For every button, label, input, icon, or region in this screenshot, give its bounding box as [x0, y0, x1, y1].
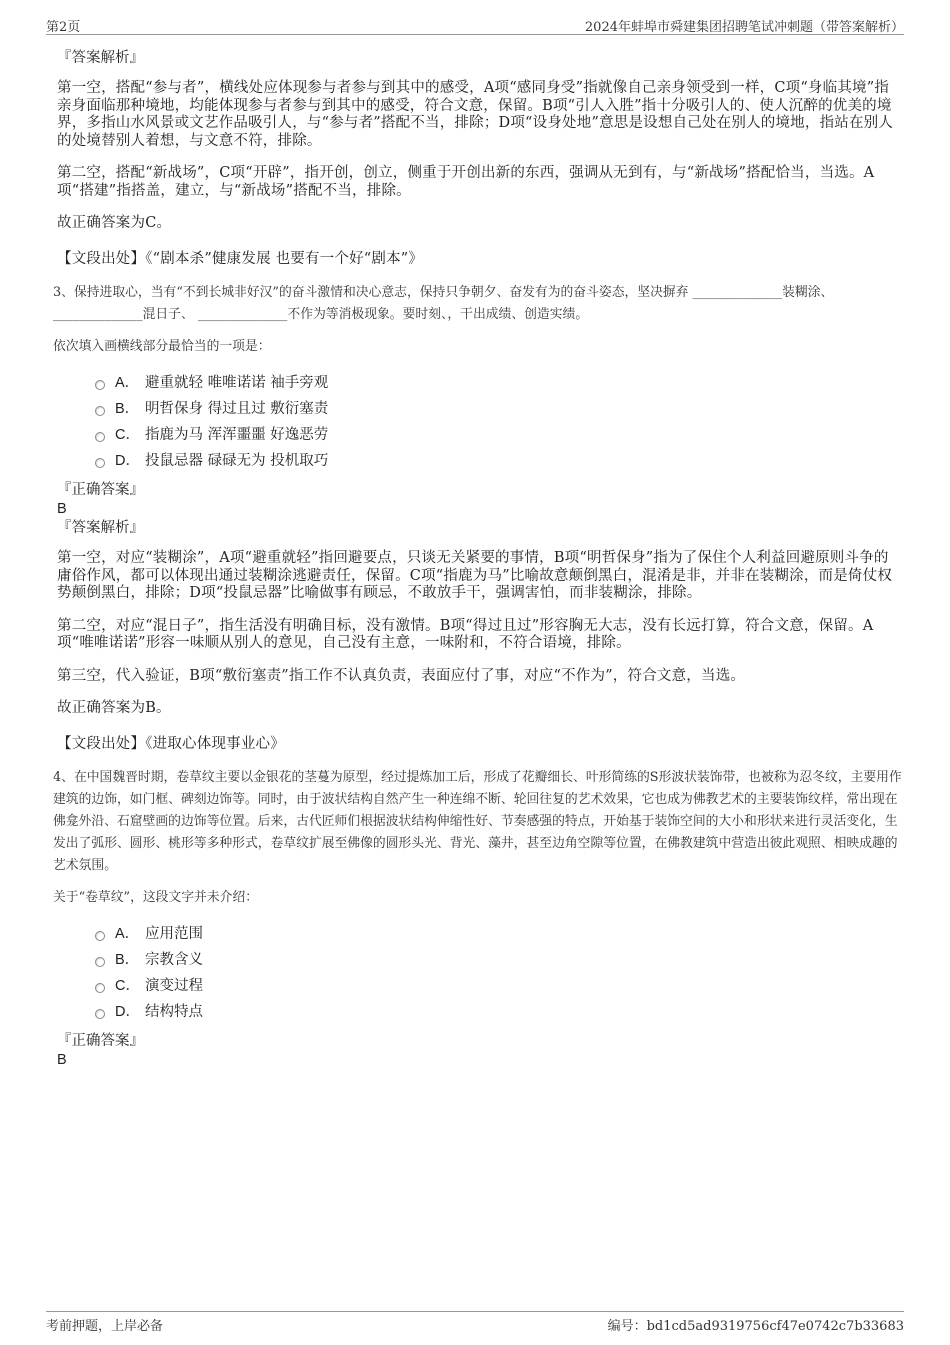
question-prompt: 关于“卷草纹”，这段文字并未介绍：: [53, 890, 259, 905]
page-footer: [46, 1311, 904, 1336]
radio-icon[interactable]: [95, 983, 105, 993]
question-stem: 4、在中国魏晋时期，卷草纹主要以金银花的茎蔓为原型，经过提炼加工后，形成了花瓣细长、叶形简练的S形波状装饰带，也被称为忍冬纹，主要用作建筑的边饰，如门框、碑刻边饰等。同时，由于波状结构自然产生一种连绵不断、轮回往复的艺术效果，它也成为佛教艺术的主要装饰纹样，常出现在佛龛外沿、石窟壁画的边饰等位置。后来，古代匠师们根据波状结构伸缩性好、节奏感强的特点，开始基于装饰空间的大小和形状来进行灵活变化，生发出了弧形、圆形、桃形等多种形式，卷草纹扩展至佛像的圆形头光、背光、藻井，甚至边角空隙等位置，在佛教建筑中营造出彼此观照、相映成趣的艺术氛围。: [53, 770, 902, 873]
page-number: 第2页: [46, 20, 81, 35]
document-body: [53, 48, 903, 1069]
answer-conclusion: 故正确答案为C。: [57, 215, 172, 231]
analysis-paragraph: 第二空，对应“混日子”，指生活没有明确目标，没有激情。B项“得过且过”形容胸无大志，没有长远打算，符合文意，保留。A项“唯唯诺诺”形容一味顺从别人的意见，自己没有主意，一味附和，不符合语境，排除。: [57, 617, 874, 651]
document-title: 2024年蚌埠市舜建集团招聘笔试冲刺题（带答案解析）: [584, 20, 904, 35]
page-header: [46, 14, 904, 35]
radio-icon[interactable]: [95, 931, 105, 941]
option-b[interactable]: B． 明哲保身 得过且过 敷衍塞责: [95, 396, 903, 422]
question-stem: 3、保持进取心，当有“不到长城非好汉”的奋斗激情和决心意志，保持只争朝夕、奋发有为的奋斗姿态，坚决摒弃 ______________装糊涂、______________混日子、 ______________不作为等消极现象。要时刻、，干出成绩、创造实绩。: [53, 285, 834, 322]
analysis-paragraph: 第二空，搭配“新战场”，C项“开辟”，指开创，创立，侧重于开创出新的东西，强调从无到有，与“新战场”搭配恰当，当选。A项“搭建”指搭盖，建立，与“新战场”搭配不当，排除。: [57, 165, 875, 199]
radio-icon[interactable]: [95, 380, 105, 390]
analysis-label: 『答案解析』: [57, 50, 144, 66]
radio-icon[interactable]: [95, 1009, 105, 1019]
analysis-paragraph: 第一空，对应“装糊涂”，A项“避重就轻”指回避要点，只谈无关紧要的事情，B项“明哲保身”指为了保住个人利益回避原则斗争的庸俗作风，都可以体现出通过装糊涂逃避责任，保留。C项“指鹿为马”比喻故意颠倒黑白，混淆是非，并非在装糊涂，而是倚仗权势颠倒黑白，排除；D项“投鼠忌器”比喻做事有顾忌，不敢放手干，强调害怕，而非装糊涂，排除。: [57, 550, 893, 601]
option-b[interactable]: B． 宗教含义: [95, 947, 903, 973]
option-c[interactable]: C． 指鹿为马 浑浑噩噩 好逸恶劳: [95, 422, 903, 448]
option-list: [95, 370, 903, 474]
correct-answer: B: [57, 501, 67, 517]
document-id: 编号：bd1cd5ad9319756cf47e0742c7b33683: [607, 1319, 904, 1334]
option-a[interactable]: A． 避重就轻 唯唯诺诺 袖手旁观: [95, 370, 903, 396]
radio-icon[interactable]: [95, 458, 105, 468]
source-citation: 【文段出处】《“剧本杀”健康发展 也要有一个好“剧本”》: [57, 250, 424, 267]
correct-answer: B: [57, 1052, 67, 1068]
option-a[interactable]: A． 应用范围: [95, 921, 903, 947]
footer-slogan: 考前押题，上岸必备: [46, 1319, 164, 1334]
analysis-paragraph: 第一空，搭配“参与者”，横线处应体现参与者参与到其中的感受，A项“感同身受”指就像自己亲身领受到一样，C项“身临其境”指亲身面临那种境地，均能体现参与者参与到其中的感受，符合文意，保留。B项“引人入胜”指十分吸引人的、使人沉醉的优美的境界，多指山水风景或文艺作品吸引人，与“参与者”搭配不当，排除；D项“设身处地”意思是设想自己处在别人的境地，指站在别人的处境替别人着想，与文意不符，排除。: [57, 80, 894, 149]
option-d[interactable]: D． 结构特点: [95, 999, 903, 1025]
radio-icon[interactable]: [95, 957, 105, 967]
source-citation: 【文段出处】《进取心体现事业心》: [57, 735, 285, 752]
correct-answer-label: 『正确答案』: [57, 1033, 144, 1049]
radio-icon[interactable]: [95, 406, 105, 416]
option-d[interactable]: D． 投鼠忌器 碌碌无为 投机取巧: [95, 448, 903, 474]
analysis-paragraph: 第三空，代入验证，B项“敷衍塞责”指工作不认真负责，表面应付了事，对应“不作为”，符合文意，当选。: [57, 667, 746, 684]
radio-icon[interactable]: [95, 432, 105, 442]
correct-answer-label: 『正确答案』: [57, 482, 144, 498]
answer-conclusion: 故正确答案为B。: [57, 700, 171, 716]
option-c[interactable]: C． 演变过程: [95, 973, 903, 999]
option-list: [95, 921, 903, 1025]
analysis-label: 『答案解析』: [57, 520, 144, 536]
question-prompt: 依次填入画横线部分最恰当的一项是：: [53, 339, 271, 354]
